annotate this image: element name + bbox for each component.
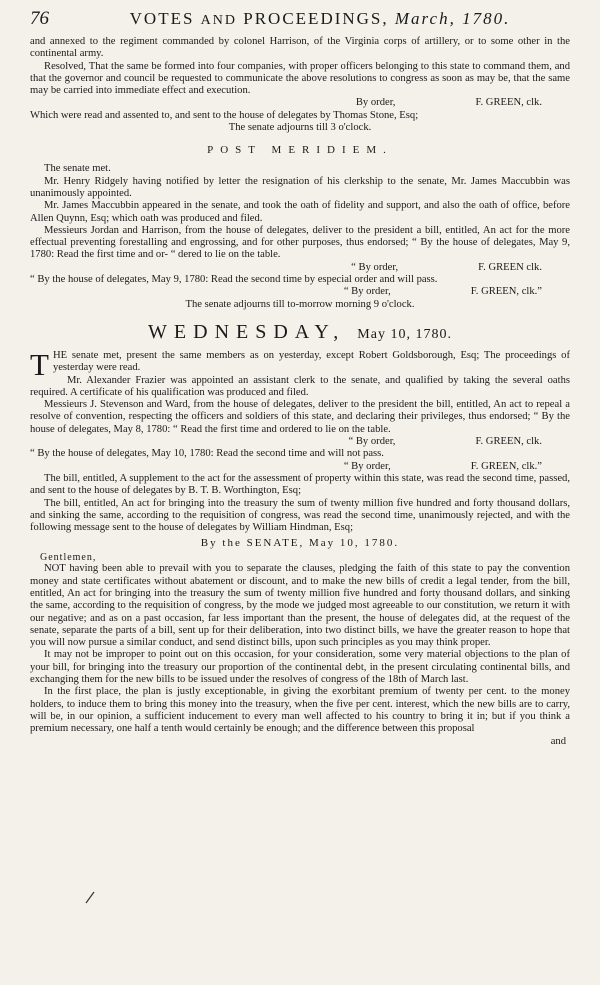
clerk-name: F. GREEN, clk.” xyxy=(470,460,542,472)
day-name: WEDNESDAY, xyxy=(148,320,346,343)
message-paragraph: In the first place, the plan is justly exceptionable, in giving the exorbitant premium of twenty per cent. to the money holders, to induce them to bring this money into the treasury, when the five per cent. interest, which the new bills are to carry, will be, in our opinion, a sufficient inducement to every man well affected to his country to bring it in; but if you think a premium necessary, one half a tenth would certainly be enough; and the difference between this proposal xyxy=(30,686,570,735)
catchword: and xyxy=(550,735,566,747)
paragraph xyxy=(30,346,570,382)
signature-line xyxy=(30,262,570,274)
running-head-year: 1780. xyxy=(455,9,511,28)
paragraph: Messieurs Jordan and Harrison, from the house of delegates, deliver to the president a bill, entitled, An act for the more effectual preventing forestalling and engrossing, and for other purposes, thus endorsed; “ By the house of delegates, May 9, 1780: Read the first time and or- “ dered to lie on the table. xyxy=(30,224,570,261)
message-byline: By the SENATE, May 10, 1780. xyxy=(200,537,400,550)
afternoon-session xyxy=(30,144,570,311)
running-head xyxy=(70,9,570,29)
running-head-month: March, xyxy=(394,9,456,28)
adjournment: The senate adjourns till to-morrow morning 9 o'clock. xyxy=(185,298,415,310)
day-heading xyxy=(30,321,570,344)
page-number: 76 xyxy=(30,8,49,29)
clerk-name: F. GREEN, clk. xyxy=(475,436,542,448)
clerk-name: F. GREEN, clk. xyxy=(475,97,542,109)
wednesday-session xyxy=(30,321,570,747)
clerk-name: F. GREEN clk. xyxy=(478,261,542,273)
paragraph: Messieurs J. Stevenson and Ward, from the house of delegates, deliver to the president the bill, entitled, An act to repeal a resolve of convention, respecting the officers and soldiers of this state, and declaring their privileges, thus endorsed; “ By the house of delegates, May 8, 1780: “ Read the first time and ordered to lie on the table. xyxy=(30,399,570,435)
by-order: “ By order, xyxy=(348,436,396,448)
signature-line xyxy=(30,461,570,473)
paragraph: Mr. Henry Ridgely having notified by letter the resignation of his clerkship to the senate, Mr. James Maccubbin was unanimously appointed. xyxy=(30,175,570,199)
salutation: Gentlemen, xyxy=(40,552,97,564)
ink-mark-icon xyxy=(84,890,96,904)
running-head-votes: VOTES xyxy=(129,9,201,28)
section-heading: POST MERIDIEM. xyxy=(207,144,393,157)
page-header xyxy=(30,8,570,36)
resolution-paragraph: Resolved, That the same be formed into four companies, with proper officers belonging to this state to command them, and that the governor and council be requested to communicate the above resolutions to congress as soon as may be, that the same may be carried into immediate effect and execution. xyxy=(30,60,570,97)
running-head-proceedings: PROCEEDINGS, xyxy=(237,9,395,28)
message-paragraph: It may not be improper to point out on this occasion, for your consideration, some very material objections to the plan of your bill, for bringing into the treasury our proportion of the continental debt, in the present circulating continental bills, and exchanging them for the new bills to be issued under the resolves of congress of the 18th of March last. xyxy=(30,649,570,686)
signature-line xyxy=(30,97,570,109)
paragraph: “ By the house of delegates, May 9, 1780: Read the second time by especial order and will pass. xyxy=(30,274,438,286)
paragraph-text: HE senate met, present the same members as on yesterday, except Robert Goldsborough, Esq; The proceedings of yesterday were read. xyxy=(52,349,570,374)
by-order: “ By order, xyxy=(343,286,391,298)
paragraph: The bill, entitled, A supplement to the act for the assessment of property within this state, was read the second time, passed, and sent to the house of delegates by B. T. B. Worthington, Esq; xyxy=(30,472,570,497)
day-date: May 10, 1780. xyxy=(357,326,452,342)
paragraph: “ By the house of delegates, May 10, 1780: Read the second time and will not pass. xyxy=(30,448,384,460)
paragraph: Which were read and assented to, and sent to the house of delegates by Thomas Stone, Esq; xyxy=(30,109,419,121)
signature-line xyxy=(30,286,570,298)
by-order: “ By order, xyxy=(343,460,391,472)
drop-cap: T xyxy=(30,346,49,382)
paragraph: The senate met. xyxy=(44,163,111,175)
paragraph: Mr. James Maccubbin appeared in the senate, and took the oath of fidelity and support, and also the oath of office, before Allen Quynn, Esq; which oath was produced and filed. xyxy=(30,200,570,224)
document-page xyxy=(30,8,570,968)
paragraph: The bill, entitled, An act for bringing into the treasury the sum of twenty million five hundred and forty thousand dollars, and sinking the same, according to the requisition of congress, was read the second time, unanimously rejected, and with the following message sent to the house of delegates by William Hindman, Esq; xyxy=(30,497,570,534)
signature-line xyxy=(30,436,570,448)
paragraph: and annexed to the regiment commanded by colonel Harrison, of the Virginia corps of artillery, or to some other in the continental army. xyxy=(30,36,570,60)
message-paragraph: NOT having been able to prevail with you to separate the clauses, pledging the faith of this state to pay the convention money and state certificates without abatement or discount, and to make the new bills of credit a legal tender, from the bill, entitled, An act for bringing into the treasury the sum of twenty million five hundred and forty thousand dollars, and sinking the same, according to the requisition of congress, by the mode we judged most agreeable to our constitution, we return it with our negative; and as on a past occasion, far less important than the present, the house of delegates did, at the request of the senate, separate the parts of a bill, sent up for their deliberation, into two distinct bills, we have the greater reason to hope that you will now pursue a similar conduct, and send distinct bills, upon such principles as you may think proper. xyxy=(30,563,570,649)
paragraph: Mr. Alexander Frazier was appointed an assistant clerk to the senate, and qualified by taking the several oaths required. A certificate of his qualification was produced and filed. xyxy=(30,374,570,398)
by-order: “ By order, xyxy=(351,261,399,273)
adjournment: The senate adjourns till 3 o'clock. xyxy=(228,122,372,134)
running-head-and: AND xyxy=(200,13,238,28)
clerk-name: F. GREEN, clk.” xyxy=(470,286,542,298)
morning-session xyxy=(30,36,570,134)
by-order: By order, xyxy=(355,97,396,109)
